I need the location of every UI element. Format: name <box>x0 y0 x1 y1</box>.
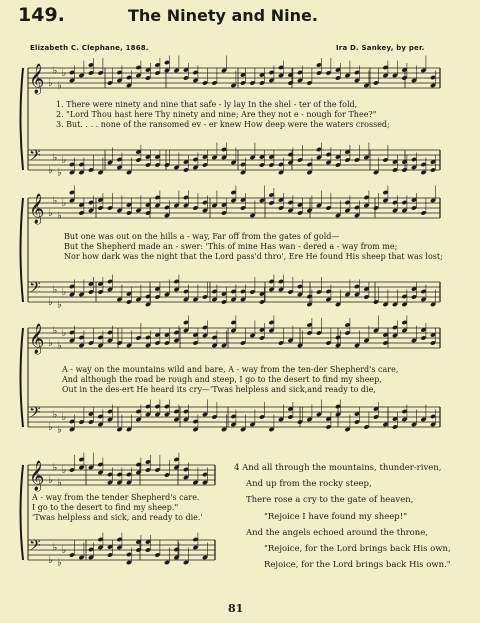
lyric-line-s2-v1: But one was out on the hills a - way, Far off from the gates of gold— <box>64 232 340 241</box>
flat-icon: ♭ <box>52 65 58 77</box>
hymn-number: 149. <box>18 4 65 26</box>
lyric-line-s4-v3: 'Twas helpless and sick, and ready to die.' <box>32 513 203 522</box>
stanza-4-line-7: Rejoice, for the Lord brings back His own." <box>264 560 451 571</box>
flat-icon: ♭ <box>57 340 62 352</box>
flat-icon: ♭ <box>48 338 53 349</box>
stanza-4-line-5: And the angels echoed around the throne, <box>246 527 428 538</box>
bass-clef-icon: 𝄢 <box>29 147 41 168</box>
lyric-line-s3-v2: And although the road be rough and steep, I go to the desert to find my sheep, <box>62 375 382 384</box>
flat-icon: ♭ <box>61 465 67 476</box>
stanza-4-line-4: "Rejoice I have found my sheep!" <box>264 511 408 522</box>
system-brace <box>21 68 24 170</box>
stanza-4 <box>234 460 451 573</box>
bass-clef-icon: 𝄢 <box>29 537 41 558</box>
lyric-line-s1-v2: 2. "Lord Thou hast here Thy ninety and nine; Are they not e - nough for Thee?" <box>56 110 377 119</box>
flat-icon: ♭ <box>57 80 62 92</box>
flat-icon: ♭ <box>61 287 67 298</box>
flat-icon: ♭ <box>52 542 58 554</box>
stanza-4-line-6: "Rejoice, for the Lord brings back His own, <box>264 544 451 555</box>
flat-icon: ♭ <box>61 155 67 166</box>
flat-icon: ♭ <box>48 165 53 176</box>
stanza-4-number: 4 <box>234 463 240 473</box>
flat-icon: ♭ <box>48 422 53 433</box>
flat-icon: ♭ <box>48 78 53 89</box>
flat-icon: ♭ <box>48 297 53 308</box>
treble-clef-icon: 𝄞 <box>29 194 45 224</box>
lyric-line-s2-v3: Nor how dark was the night that the Lord pass'd thro', Ere He found His sheep that was lost; <box>64 252 443 261</box>
flat-icon: ♭ <box>57 210 62 222</box>
composer-credit: Ira D. Sankey, by per. <box>336 44 425 52</box>
flat-icon: ♭ <box>52 462 58 474</box>
system-brace <box>21 465 24 560</box>
flat-icon: ♭ <box>52 152 58 164</box>
system-brace <box>21 198 24 302</box>
flat-icon: ♭ <box>52 409 58 421</box>
lyric-line-s2-v2: But the Shepherd made an - swer: 'This of mine Has wan - dered a - way from me; <box>64 242 398 251</box>
flat-icon: ♭ <box>61 545 67 556</box>
system-brace <box>21 328 24 427</box>
lyric-line-s4-v1: A - way from the tender Shepherd's care. <box>32 493 200 502</box>
flat-icon: ♭ <box>48 475 53 486</box>
flat-icon: ♭ <box>61 328 67 339</box>
lyric-line-s3-v1: A - way on the mountains wild and bare, A - way from the ten-der Shepherd's care, <box>62 365 399 374</box>
flat-icon: ♭ <box>61 412 67 423</box>
author-credit: Elizabeth C. Clephane, 1868. <box>30 44 149 52</box>
stanza-4-line-3: There rose a cry to the gate of heaven, <box>246 495 414 506</box>
treble-clef-icon: 𝄞 <box>29 324 45 354</box>
bass-clef-icon: 𝄢 <box>29 279 41 300</box>
flat-icon: ♭ <box>57 299 62 311</box>
flat-icon: ♭ <box>57 557 62 569</box>
flat-icon: ♭ <box>48 208 53 219</box>
hymn-title: The Ninety and Nine. <box>128 6 318 25</box>
stanza-4-line-2: And up from the rocky steep, <box>246 479 372 490</box>
treble-clef-icon: 𝄞 <box>29 461 45 491</box>
page-number: 81 <box>228 602 244 615</box>
flat-icon: ♭ <box>61 198 67 209</box>
flat-icon: ♭ <box>52 284 58 296</box>
bass-clef-icon: 𝄢 <box>29 404 41 425</box>
flat-icon: ♭ <box>61 68 67 79</box>
flat-icon: ♭ <box>48 555 53 566</box>
lyric-line-s3-v3: Out in the des-ert He heard its cry—'Twas helpless and sick,and ready to die, <box>62 385 376 394</box>
flat-icon: ♭ <box>57 167 62 179</box>
lyric-line-s1-v1: 1. There were ninety and nine that safe - ly lay In the shel - ter of the fold, <box>56 100 358 109</box>
flat-icon: ♭ <box>52 325 58 337</box>
flat-icon: ♭ <box>57 424 62 436</box>
flat-icon: ♭ <box>57 477 62 489</box>
flat-icon: ♭ <box>52 195 58 207</box>
treble-clef-icon: 𝄞 <box>29 64 45 94</box>
lyric-line-s1-v3: 3. But. . . . none of the ransomed ev - er knew How deep were the waters crossed; <box>56 120 390 129</box>
stanza-4-line-1: And all through the mountains, thunder-riven, <box>242 463 442 473</box>
lyric-line-s4-v2: I go to the desert to find my sheep." <box>32 503 179 512</box>
